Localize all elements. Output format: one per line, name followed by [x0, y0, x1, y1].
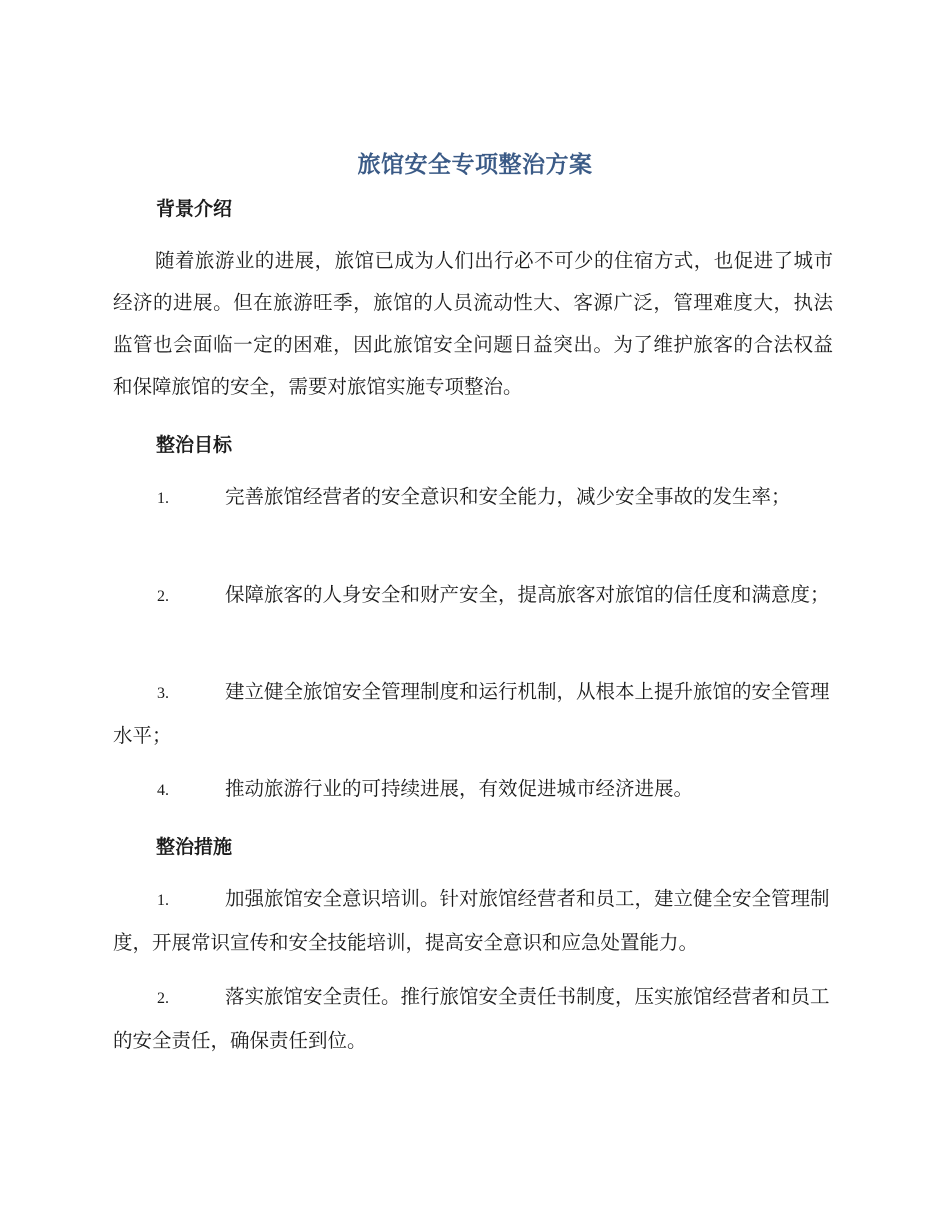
measure-item-text: 加强旅馆安全意识培训。针对旅馆经营者和员工，建立健全安全管理制度，开展常识宣传和安全技能培训，提高安全意识和应急处置能力。 [113, 887, 830, 954]
section-heading-measures: 整治措施 [156, 836, 233, 858]
section-heading-background: 背景介绍 [156, 198, 233, 220]
goal-item [113, 768, 833, 812]
goal-item-number: 3. [157, 685, 169, 702]
goal-item [113, 476, 833, 520]
goal-item [113, 671, 833, 757]
measure-item-number: 2. [157, 990, 169, 1007]
measure-item [113, 878, 833, 964]
measure-item-number: 1. [157, 892, 169, 909]
measure-item [113, 976, 833, 1062]
goal-item-number: 2. [157, 588, 169, 605]
goal-item [113, 574, 833, 618]
section-heading-goals: 整治目标 [156, 434, 233, 456]
document-title: 旅馆安全专项整治方案 [357, 152, 593, 178]
goal-item-number: 1. [157, 490, 169, 507]
goal-item-text: 保障旅客的人身安全和财产安全，提高旅客对旅馆的信任度和满意度； [225, 583, 830, 606]
goal-item-text: 完善旅馆经营者的安全意识和安全能力，减少安全事故的发生率； [225, 485, 791, 508]
goal-item-number: 4. [157, 782, 169, 799]
background-paragraph: 随着旅游业的进展，旅馆已成为人们出行必不可少的住宿方式，也促进了城市经济的进展。但在旅游旺季，旅馆的人员流动性大、客源广泛，管理难度大，执法监管也会面临一定的困难，因此旅馆安全问题日益突出。为了维护旅客的合法权益和保障旅馆的安全，需要对旅馆实施专项整治。 [113, 249, 833, 398]
goal-item-text: 建立健全旅馆安全管理制度和运行机制，从根本上提升旅馆的安全管理水平； [113, 680, 830, 747]
measure-item-text: 落实旅馆安全责任。推行旅馆安全责任书制度，压实旅馆经营者和员工的安全责任，确保责任到位。 [113, 985, 830, 1052]
goal-item-text: 推动旅游行业的可持续进展，有效促进城市经济进展。 [225, 777, 694, 800]
